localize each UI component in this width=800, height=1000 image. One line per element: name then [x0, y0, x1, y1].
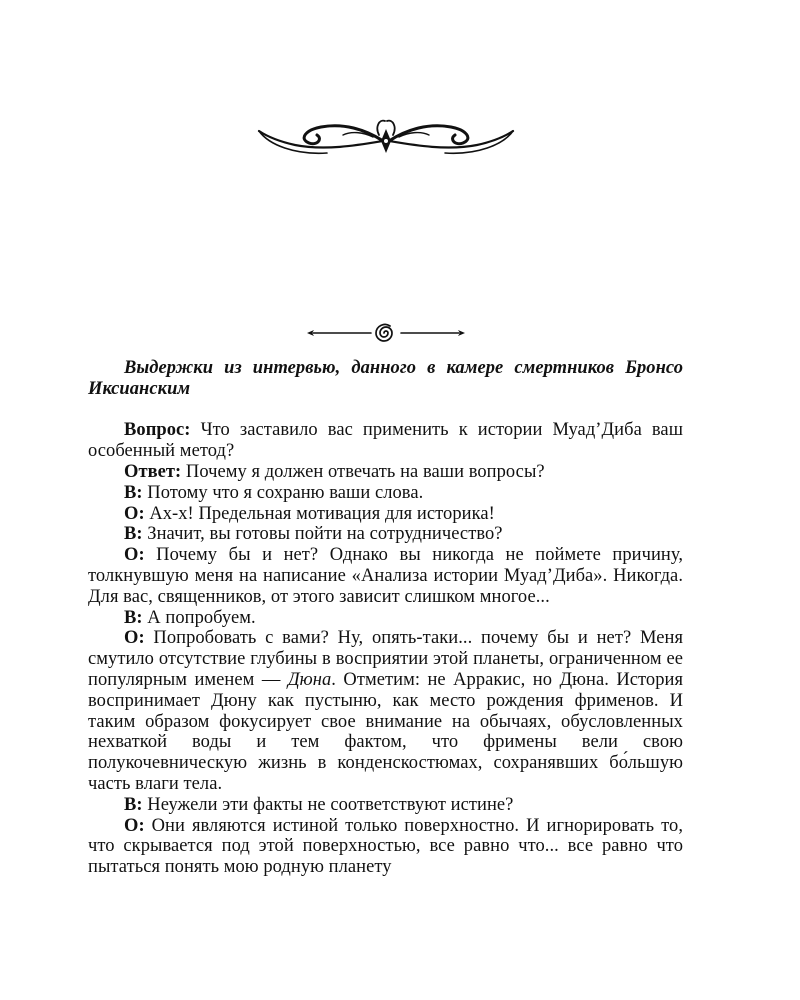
speaker-label: О:	[124, 815, 145, 836]
speaker-label: О:	[124, 503, 145, 524]
dialogue-text: Почему я должен отвечать на ваши вопросы?	[181, 461, 545, 482]
dialogue-paragraph	[88, 462, 683, 483]
dialogue-paragraph	[88, 816, 683, 878]
dialogue-text: Ах-х! Предельная мотивация для историка!	[144, 503, 495, 524]
dialogue-paragraph	[88, 608, 683, 629]
dialogue-text: Почему бы и нет? Однако вы никогда не поймете причину, толкнувшую меня на написание «Анализа истории Муад’Диба». Никогда. Для вас, священников, от этого зависит слишком многое...	[88, 545, 683, 607]
dialogue-text-continued: . Отметим: не Арракис, но Дюна. История воспринимает Дюну как пустыню, как место рождения фрименов. И таким образом фокусирует свое внимание на обычаях, обусловленных нехваткой воды и тем фактом, что фримены вели свою полукочевническую жизнь в конденскостюмах, сохранявших бо́льшую часть влаги тела.	[88, 669, 683, 794]
dialogue-paragraph	[88, 628, 683, 794]
speaker-label: В:	[124, 524, 143, 545]
speaker-label: Вопрос:	[124, 420, 191, 441]
dialogue-paragraph	[88, 420, 683, 462]
flourish-ornament-icon	[255, 115, 517, 163]
dialogue-text: Попробовать с вами? Ну, опять-таки... почему бы и нет? Меня смутило отсутствие глубины в восприятии этой планеты, ограниченном ее популярным именем —	[88, 628, 683, 690]
speaker-label: О:	[124, 545, 145, 566]
dialogue-text: А попробуем.	[142, 607, 256, 628]
interview-text	[88, 358, 683, 878]
dialogue-text: Значит, вы готовы пойти на сотрудничество?	[142, 524, 503, 545]
speaker-label: О:	[124, 628, 145, 649]
interview-heading: Выдержки из интервью, данного в камере смертников Бронсо Иксианским	[88, 358, 683, 399]
divider-spiral-ornament-icon	[305, 321, 467, 345]
dialogue-text: Потому что я сохраню ваши слова.	[142, 482, 424, 503]
speaker-label: В:	[124, 794, 143, 815]
emphasized-word: Дюна	[287, 669, 332, 690]
dialogue-text: Что заставило вас применить к истории Муад’Диба ваш особенный метод?	[88, 420, 683, 462]
dialogue-paragraph	[88, 483, 683, 504]
dialogue-paragraph	[88, 545, 683, 607]
dialogue-paragraph	[88, 524, 683, 545]
dialogue-paragraph	[88, 504, 683, 525]
speaker-label: Ответ:	[124, 461, 182, 482]
dialogue-paragraph	[88, 795, 683, 816]
dialogue-text: Неужели эти факты не соответствуют истине?	[142, 794, 514, 815]
speaker-label: В:	[124, 482, 143, 503]
dialogue-text: Они являются истиной только поверхностно. И игнорировать то, что скрывается под этой поверхностью, все равно что... все равно что пытаться понять мою родную планету	[88, 815, 683, 878]
speaker-label: В:	[124, 607, 143, 628]
